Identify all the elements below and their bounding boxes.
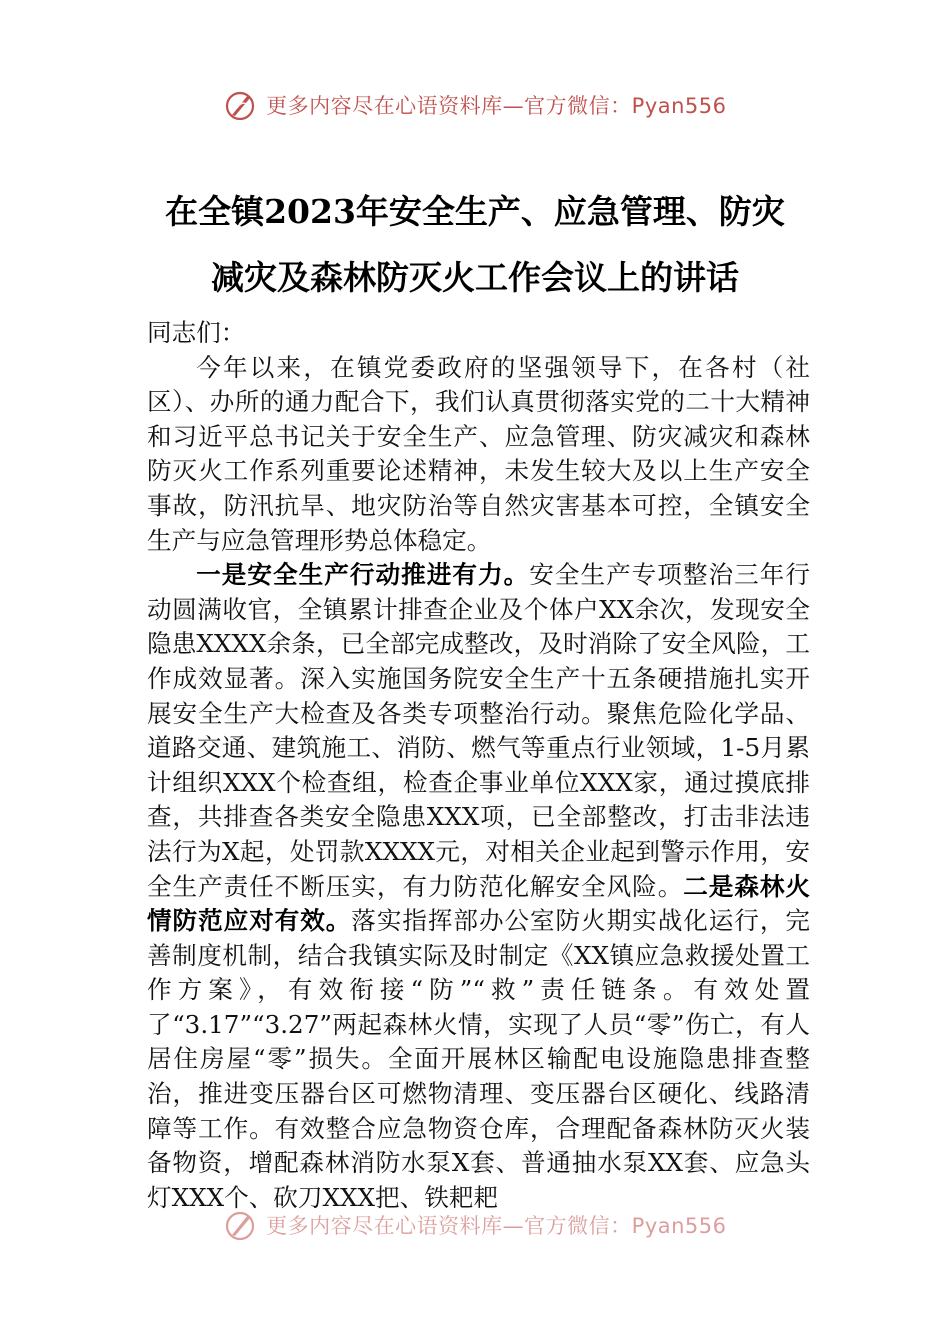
salutation: 同志们： [147, 318, 246, 347]
intro-paragraph: 今年以来，在镇党委政府的坚强领导下，在各村（社区）、办所的通力配合下，我们认真贯彻落实党的二十大精神和习近平总书记关于安全生产、应急管理、防灾减灾和森林防灭火工作系列重要论述精神，未发生较大及以上生产安全事故，防汛抗旱、地灾防治等自然灾害基本可控，全镇安全生产与应急管理形势总体稳定。 [147, 352, 810, 555]
forest-fire-text: 落实指挥部办公室防火期实战化运行，完善制度机制，结合我镇实际及时制定《XX镇应急救援处置工作方案》，有效衔接“防”“救”责任链条。有效处置了“3.17”“3.27”两起森林火情，实现了人员“零”伤亡，有人居住房屋“零”损失。全面开展林区输配电设施隐患排查整治，推进变压器台区可燃物清理、变压器台区硬化、线路清障等工作。有效整合应急物资仓库，合理配备森林防灭火装备物资，增配森林消防水泵X套、普通抽水泵XX套、应急头灯XXX个、砍刀XXX把、铁耙耙 [147, 906, 810, 1212]
document-title-line-1: 在全镇2023年安全生产、应急管理、防灾 [165, 192, 785, 231]
quill-logo-icon [223, 88, 257, 122]
section-heading-forest-fire: 二是森林火情防范应对有效。 [147, 871, 810, 936]
watermark-text: 更多内容尽在心语资料库—官方微信：Pyan556 [266, 94, 727, 118]
document-body [147, 316, 810, 1215]
document-title-line-2: 减灾及森林防灭火工作会议上的讲话 [211, 258, 739, 297]
achievements-paragraph [147, 558, 810, 1215]
watermark-text: 更多内容尽在心语资料库—官方微信：Pyan556 [266, 1214, 727, 1238]
watermark-footer [0, 1208, 950, 1242]
watermark-header [0, 88, 950, 122]
quill-logo-icon [223, 1208, 257, 1242]
section-heading-safety: 一是安全生产行动推进有力。 [196, 560, 530, 590]
safety-text: 安全生产专项整治三年行动圆满收官，全镇累计排查企业及个体户XX余次，发现安全隐患XXXX余条，已全部完成整改，及时消除了安全风险，工作成效显著。深入实施国务院安全生产十五条硬措施扎实开展安全生产大检查及各类专项整治行动。聚焦危险化学品、道路交通、建筑施工、消防、燃气等重点行业领域，1-5月累计组织XXX个检查组，检查企事业单位XXX家，通过摸底排查，共排查各类安全隐患XXX项，已全部整改，打击非法违法行为X起，处罚款XXXX元，对相关企业起到警示作用，安全生产责任不断压实，有力防范化解安全风险。 [147, 560, 810, 901]
